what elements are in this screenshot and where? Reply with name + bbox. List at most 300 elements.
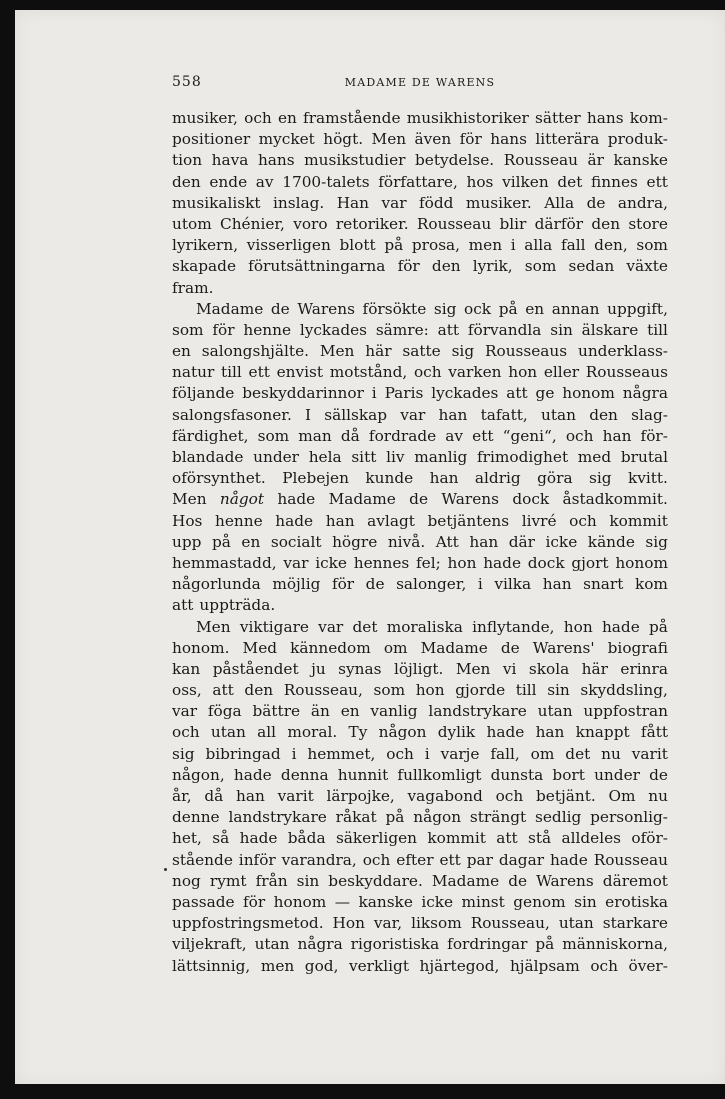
word: honom xyxy=(562,384,615,403)
word: hade xyxy=(483,553,522,572)
word: varit xyxy=(631,744,668,763)
word: på xyxy=(649,617,668,636)
word: skola xyxy=(528,659,570,678)
text-line xyxy=(172,362,668,383)
word: han xyxy=(438,405,468,424)
word: landstrykare xyxy=(228,808,327,827)
word: förvandla xyxy=(467,320,542,339)
word: fordrade xyxy=(368,426,437,445)
word: för xyxy=(397,257,420,276)
word: het, xyxy=(172,829,202,848)
word: moraliska xyxy=(386,617,463,636)
word: dagar xyxy=(498,850,545,869)
text-line xyxy=(172,129,668,150)
text-line xyxy=(172,108,668,129)
word: var xyxy=(381,193,407,212)
word: en xyxy=(172,342,191,361)
word: en xyxy=(241,532,261,551)
word: på xyxy=(535,935,555,954)
word: sin xyxy=(574,892,597,911)
word: inslag. xyxy=(272,193,325,212)
word: Men xyxy=(319,342,355,361)
word: några xyxy=(297,935,343,954)
text-line xyxy=(172,871,668,892)
word: all xyxy=(257,723,277,742)
word: denne xyxy=(172,808,220,827)
word: skyddsling, xyxy=(580,681,668,700)
word: här xyxy=(581,659,608,678)
word: knappt xyxy=(575,723,630,742)
word: kände xyxy=(587,532,635,551)
text-line xyxy=(172,426,668,447)
word: hade xyxy=(239,829,278,848)
text-line xyxy=(172,680,668,701)
word: men xyxy=(260,956,295,975)
text-line xyxy=(172,383,668,404)
word: sedlig xyxy=(535,808,582,827)
word: Hon xyxy=(332,914,365,933)
word: Plebejen xyxy=(282,469,349,488)
word: Rousseaus xyxy=(585,363,668,382)
word: man xyxy=(298,426,332,445)
word: icke xyxy=(545,532,578,551)
word: musiker. xyxy=(465,193,532,212)
word: varken xyxy=(448,363,502,382)
word: kommit xyxy=(427,829,486,848)
word: någon, xyxy=(172,765,225,784)
word: Madame xyxy=(431,871,500,890)
text-line xyxy=(172,172,668,193)
word: förutsättningarna xyxy=(248,257,386,276)
word: vi xyxy=(502,659,517,678)
word: än xyxy=(310,702,330,721)
word: någon xyxy=(413,808,462,827)
word: hon xyxy=(563,617,593,636)
word: från xyxy=(255,871,288,890)
text-line xyxy=(172,659,668,680)
word: satte xyxy=(402,342,441,361)
word: Rousseau xyxy=(593,850,668,869)
word: rymt xyxy=(209,871,247,890)
word: sin xyxy=(547,681,570,700)
word: Rousseau, xyxy=(283,681,363,700)
word: retoriker. xyxy=(335,214,409,233)
text-line xyxy=(172,617,668,638)
word: uppfostran xyxy=(583,702,668,721)
text-line xyxy=(172,150,668,171)
text-line xyxy=(172,913,668,934)
word: uppgift, xyxy=(607,299,668,318)
word: han xyxy=(469,532,499,551)
text-line xyxy=(172,638,668,659)
word: produk- xyxy=(607,130,668,149)
word: voro xyxy=(293,214,328,233)
word: annan xyxy=(551,299,600,318)
word: kan xyxy=(172,659,201,678)
word: år, xyxy=(172,787,192,805)
word: varje xyxy=(440,744,480,763)
word: salongshjälte. xyxy=(201,342,309,361)
text-line xyxy=(172,489,668,510)
word: manlig xyxy=(414,448,468,466)
word: ju xyxy=(311,659,326,678)
word: fordringar xyxy=(447,935,528,954)
word: kvitt. xyxy=(627,469,668,488)
text-line xyxy=(172,574,668,595)
word: om xyxy=(383,638,408,657)
word: han xyxy=(542,575,572,594)
word: musikhistoriker xyxy=(406,109,529,127)
word: betjänt. xyxy=(535,787,596,805)
text-line xyxy=(172,828,668,849)
word: i xyxy=(424,744,430,763)
word: sällskap xyxy=(324,405,388,424)
word: hans xyxy=(257,151,295,170)
word: god, xyxy=(304,956,339,975)
word: kännedom xyxy=(290,638,371,657)
word: musiker, xyxy=(172,109,238,127)
word: Chénier, xyxy=(220,214,285,233)
word: efter xyxy=(396,850,434,869)
word: Alla xyxy=(544,193,575,212)
text-line xyxy=(172,341,668,362)
word: musikaliskt xyxy=(172,193,261,212)
word: något xyxy=(219,490,265,509)
word: född xyxy=(418,193,454,212)
word: han xyxy=(535,723,565,742)
word: slag- xyxy=(631,405,668,424)
word: bättre xyxy=(252,702,301,721)
word: ett xyxy=(472,426,494,445)
word: sig xyxy=(172,744,195,763)
word: här xyxy=(365,342,392,361)
word: ende xyxy=(209,172,248,191)
word: minst xyxy=(461,892,505,911)
word: honom xyxy=(273,892,327,911)
word: var xyxy=(172,702,198,721)
word: vilken xyxy=(502,172,549,191)
word: gjort xyxy=(571,553,609,572)
word: åstadkommit. xyxy=(562,490,668,509)
word: viktigare xyxy=(239,617,309,636)
word: för xyxy=(212,320,235,339)
text-line xyxy=(172,405,668,426)
word: och xyxy=(386,744,414,763)
word: och xyxy=(565,426,594,445)
word: uppträda. xyxy=(199,596,276,615)
word: bibringad xyxy=(205,744,281,763)
word: han xyxy=(325,511,355,530)
word: landstrykare xyxy=(428,702,527,721)
word: försökte xyxy=(362,299,427,318)
word: fullkomligt xyxy=(397,765,482,784)
word: båda xyxy=(287,829,326,848)
word: Madame xyxy=(328,490,396,509)
word: utan xyxy=(210,723,246,742)
word: dock xyxy=(527,553,565,572)
word: där xyxy=(508,532,535,551)
word: underklass- xyxy=(577,342,668,361)
word: Rousseau, xyxy=(470,914,550,933)
word: vagabond xyxy=(407,787,483,805)
word: ock xyxy=(464,299,492,318)
text-line xyxy=(172,744,668,765)
word: musikstudier xyxy=(304,151,406,170)
word: uppfostringsmetod. xyxy=(172,914,324,933)
margin-mark xyxy=(164,868,167,871)
word: starkare xyxy=(602,914,668,933)
word: lyrikern, xyxy=(172,236,239,255)
word: sin xyxy=(296,871,320,890)
word: i xyxy=(291,744,297,763)
word: “geni“, xyxy=(502,426,557,445)
word: Paris xyxy=(384,384,424,403)
word: på xyxy=(498,299,518,318)
word: honom. xyxy=(172,638,230,657)
word: moral. xyxy=(287,723,338,742)
word: hade xyxy=(549,850,588,869)
word: lyrik, xyxy=(472,257,513,276)
word: salonger, xyxy=(396,575,467,594)
text-line xyxy=(172,892,668,913)
word: oför- xyxy=(631,829,668,848)
body-text xyxy=(172,108,668,977)
word: inflytande, xyxy=(472,617,555,636)
word: Men xyxy=(371,130,407,149)
word: Rousseau xyxy=(416,214,492,233)
word: hon xyxy=(447,553,477,572)
word: till xyxy=(647,320,668,339)
word: för- xyxy=(640,426,668,445)
word: till xyxy=(221,363,242,382)
word: och xyxy=(495,787,524,805)
word: den, xyxy=(594,236,628,255)
word: de xyxy=(270,299,290,318)
text-line xyxy=(172,256,668,277)
word: store xyxy=(628,214,668,233)
word: därför xyxy=(534,214,584,233)
word: utan xyxy=(254,935,290,954)
word: hon xyxy=(508,363,538,382)
text-line xyxy=(172,553,668,574)
word: tafatt, xyxy=(480,405,528,424)
word: hade xyxy=(486,723,525,742)
word: Ty xyxy=(348,723,368,742)
word: hemmastadd, xyxy=(172,553,277,572)
word: henne xyxy=(243,320,292,339)
word: betjäntens xyxy=(427,511,510,530)
word: att xyxy=(496,829,518,848)
word: som xyxy=(373,681,406,700)
word: sämre: xyxy=(375,320,429,339)
word: råkat xyxy=(335,808,377,827)
word: att xyxy=(437,320,460,339)
word: lyckades xyxy=(431,384,499,403)
word: han xyxy=(602,426,632,445)
word: Han xyxy=(336,193,369,212)
word: då xyxy=(340,426,360,445)
word: påståendet xyxy=(212,659,299,678)
word: Men xyxy=(172,490,207,509)
word: hava xyxy=(211,151,249,170)
word: på xyxy=(211,532,231,551)
word: frimodighet xyxy=(476,448,569,466)
word: även xyxy=(414,130,452,149)
word: Rousseau xyxy=(503,151,578,170)
word: han xyxy=(236,787,265,805)
word: högre xyxy=(332,532,378,551)
word: utan xyxy=(537,702,573,721)
word: Warens xyxy=(297,299,355,318)
word: sitt xyxy=(351,448,377,466)
word: det xyxy=(565,744,591,763)
word: sin xyxy=(550,320,573,339)
word: Madame xyxy=(196,299,264,318)
word: i xyxy=(371,384,377,403)
word: betydelse. xyxy=(415,151,495,170)
word: hade xyxy=(275,511,314,530)
word: sig xyxy=(451,342,475,361)
word: bort xyxy=(552,765,585,784)
word: hade xyxy=(601,617,640,636)
word: en xyxy=(277,109,297,127)
word: den xyxy=(431,257,461,276)
word: som xyxy=(524,257,557,276)
word: oss, xyxy=(172,681,202,700)
word: att xyxy=(212,681,234,700)
word: alla xyxy=(524,236,553,255)
word: sig xyxy=(588,469,612,488)
word: människorna, xyxy=(562,935,668,954)
word: vilka xyxy=(494,575,532,594)
word: som xyxy=(636,236,668,255)
word: hjälpsam xyxy=(509,956,580,975)
word: att xyxy=(172,596,194,615)
word: socialt xyxy=(270,532,322,551)
word: skapade xyxy=(172,257,236,276)
word: över- xyxy=(628,956,668,975)
word: ge xyxy=(535,384,555,403)
word: tion xyxy=(172,151,203,170)
word: till xyxy=(515,681,537,700)
word: blir xyxy=(499,214,527,233)
word: genom xyxy=(513,892,566,911)
word: den xyxy=(591,214,621,233)
running-title: MADAME DE WARENS xyxy=(344,76,496,89)
word: litterära xyxy=(535,130,600,149)
word: upp xyxy=(172,532,202,551)
word: däremot xyxy=(602,871,668,890)
word: sig xyxy=(645,532,668,551)
word: följande xyxy=(172,384,235,403)
text-line xyxy=(172,532,668,553)
word: erinra xyxy=(620,659,668,678)
text-line xyxy=(172,299,668,320)
text-line xyxy=(172,701,668,722)
page-number: 558 xyxy=(172,74,202,90)
word: denna xyxy=(280,765,329,784)
word: beskyddare. xyxy=(328,871,423,890)
word: författare, xyxy=(378,172,458,191)
page-header xyxy=(172,74,668,94)
text-line xyxy=(172,807,668,828)
word: erotiska xyxy=(605,892,668,911)
word: är xyxy=(587,151,604,170)
word: salongsfasoner. xyxy=(172,405,292,424)
word: blott xyxy=(339,236,376,255)
word: för xyxy=(331,575,355,594)
word: dunsta xyxy=(490,765,544,784)
word: hunnit xyxy=(337,765,389,784)
word: motstånd, xyxy=(329,363,408,382)
word: hon xyxy=(415,681,445,700)
word: kommit xyxy=(609,511,668,530)
word: för xyxy=(243,892,266,911)
word: inför xyxy=(238,850,276,869)
word: men xyxy=(468,236,503,255)
word: ett xyxy=(439,850,461,869)
word: några xyxy=(622,384,668,403)
text-line xyxy=(172,214,668,235)
word: sätter xyxy=(535,109,581,127)
word: kanske xyxy=(613,151,668,170)
word: var xyxy=(318,617,344,636)
word: med xyxy=(577,448,612,466)
word: som xyxy=(172,320,204,339)
word: envist xyxy=(276,363,324,382)
word: på xyxy=(385,808,405,827)
word: rigoristiska xyxy=(350,935,440,954)
word: par xyxy=(466,850,493,869)
word: synas xyxy=(338,659,382,678)
word: utan xyxy=(558,914,594,933)
text-line xyxy=(172,595,668,616)
word: under xyxy=(594,765,640,784)
word: det xyxy=(557,172,583,191)
word: hade xyxy=(233,765,272,784)
word: löjligt. xyxy=(393,659,444,678)
word: icke xyxy=(315,553,347,572)
word: andra, xyxy=(617,193,668,212)
text-line xyxy=(172,765,668,786)
text-line xyxy=(172,320,668,341)
word: strängt xyxy=(469,808,527,827)
word: var xyxy=(283,553,309,572)
word: och xyxy=(590,956,618,975)
word: föga xyxy=(207,702,242,721)
word: varandra, xyxy=(281,850,357,869)
word: att xyxy=(506,384,528,403)
word: den xyxy=(172,172,201,191)
word: oförsynthet. xyxy=(172,469,266,488)
text-line xyxy=(172,934,668,955)
word: någorlunda xyxy=(172,575,261,594)
word: henne xyxy=(215,511,263,530)
word: beskyddarinnor xyxy=(242,384,364,403)
word: prosa, xyxy=(411,236,461,255)
word: Men xyxy=(455,659,491,678)
word: under xyxy=(253,448,299,466)
word: av xyxy=(255,172,274,191)
word: avlagt xyxy=(367,511,415,530)
word: — xyxy=(334,892,351,911)
word: kom xyxy=(634,575,668,594)
word: de xyxy=(649,765,668,784)
word: Warens xyxy=(536,871,594,890)
word: utom xyxy=(172,214,212,233)
word: de xyxy=(508,871,528,890)
word: eller xyxy=(543,363,580,382)
